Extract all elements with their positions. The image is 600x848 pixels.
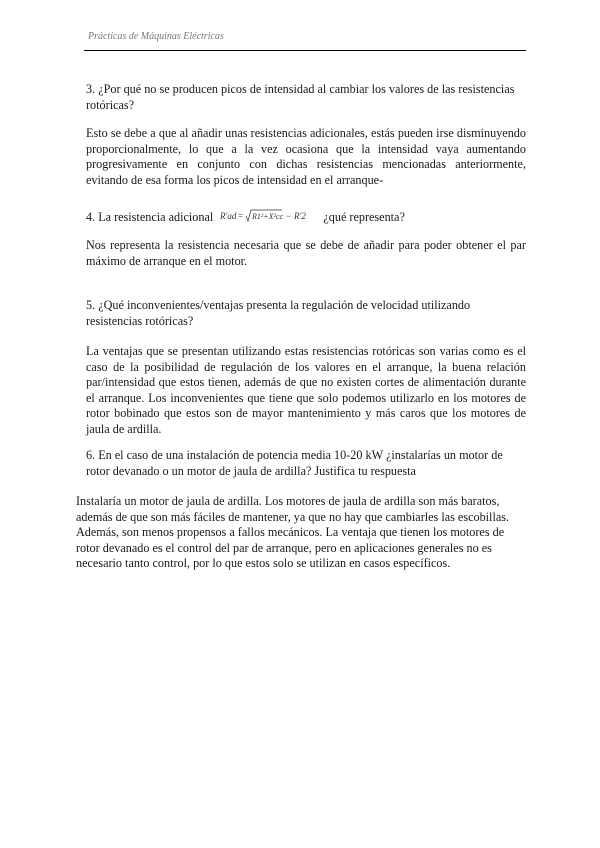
svg-text:R'ad: R'ad (220, 211, 237, 221)
question-4-prefix: 4. La resistencia adicional (86, 210, 214, 225)
svg-text:R'2: R'2 (294, 211, 307, 221)
formula-graphic (220, 206, 316, 226)
answer-4: Nos representa la resistencia necesaria que se debe de añadir para poder obtener el par máximo de arranque en el motor. (86, 238, 526, 268)
svg-text:−: − (286, 211, 292, 221)
question-4 (86, 206, 526, 231)
question-6: 6. En el caso de una instalación de potencia media 10-20 kW ¿instalarías un motor de rotor devanado o un motor de jaula de ardilla? Justifica tu respuesta (86, 448, 503, 478)
answer-5: La ventajas que se presentan utilizando estas resistencias rotóricas son varias como es el caso de la posibilidad de regulación de los valores en el arranque, la buena relación par/intensidad que estos tienen, además de que no existen cortes de alimentación durante el arranque. Los inconvenientes que tiene que solo podemos utilizarlo en los motores de rotor bobinado que estos son de mayor mantenimiento y más caros que los motores de jaula de ardilla. (86, 344, 526, 436)
page-header (84, 30, 526, 51)
formula-image (220, 206, 316, 231)
question-5: 5. ¿Qué inconvenientes/ventajas presenta la regulación de velocidad utilizando resistencias rotóricas? (86, 298, 471, 328)
answer-6: Instalaría un motor de jaula de ardilla. Los motores de jaula de ardilla son más baratos, además de que son más fáciles de mantener, ya que no hay que cambiarles las escobillas. Además, son menos propensos a fallos mecánicos. La ventaja que tienen los motores de rotor devanado es el control del par de arranque, pero en aplicaciones generales no es necesario tanto control, por lo que estos solo se utilizan en casos específicos. (76, 494, 510, 571)
question-3: 3. ¿Por qué no se producen picos de intensidad al cambiar los valores de las resistencias rotóricas? (86, 82, 515, 112)
question-4-suffix: ¿qué representa? (323, 210, 405, 225)
svg-text:=: = (238, 211, 244, 221)
answer-3: Esto se debe a que al añadir unas resistencias adicionales, estás pueden irse disminuyendo proporcionalmente, lo que a la vez ocasiona que la intensidad vaya aumentando progresivamente en conjunto con dichas resistencias mencionadas anteriormente, evitando de esa forma los picos de intensidad en el arranque- (86, 126, 526, 187)
svg-text:R1²+X²cc: R1²+X²cc (252, 212, 284, 221)
header-title: Prácticas de Máquinas Eléctricas (88, 31, 224, 42)
